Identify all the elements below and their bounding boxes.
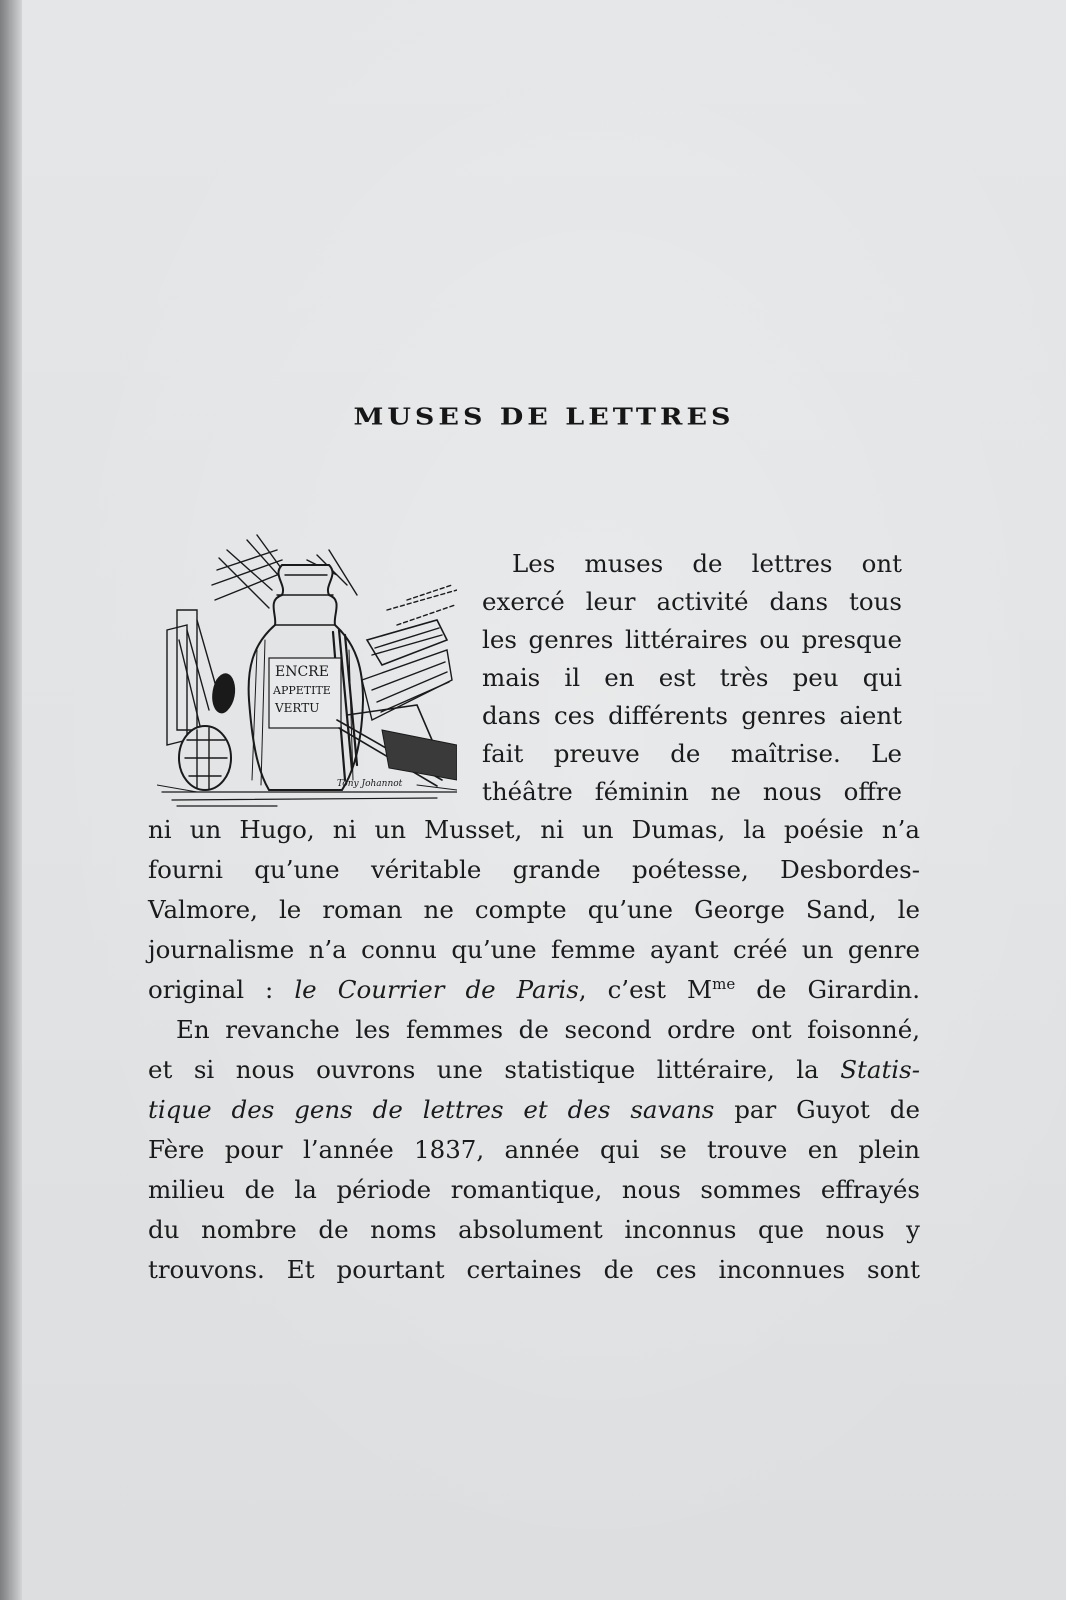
text-line-with-italic: [148, 971, 920, 1009]
text-line: fait preuve de maîtrise. Le: [482, 739, 902, 768]
vignette-label-line: ENCRE: [275, 664, 329, 680]
text-line: exercé leur activité dans tous: [482, 587, 902, 616]
chapter-heading: MUSES DE LETTRES: [353, 404, 735, 431]
text-span: , c’est M: [578, 975, 713, 1004]
text-line: journalisme n’a connu qu’une femme ayant créé un genre: [148, 935, 920, 964]
vignette-label-line: APPETITE: [273, 684, 331, 697]
text-line: En revanche les femmes de second ordre ont foisonné,: [176, 1015, 920, 1044]
inkwell-vignette: [157, 530, 457, 820]
text-line: mais il en est très peu qui: [482, 663, 902, 692]
text-line: ni un Hugo, ni un Musset, ni un Dumas, la poésie n’a: [148, 815, 920, 844]
text-line: milieu de la période romantique, nous sommes effrayés: [148, 1175, 920, 1204]
text-line: dans ces différents genres aient: [482, 701, 902, 730]
text-line: Les muses de lettres ont: [512, 549, 902, 578]
text-span: original :: [148, 975, 295, 1004]
text-line: du nombre de noms absolument inconnus que nous y: [148, 1215, 920, 1244]
book-spine-shadow: [0, 0, 22, 1600]
text-span: et si nous ouvrons une statistique littéraire, la: [148, 1055, 841, 1084]
text-span: de Girardin.: [735, 975, 920, 1004]
italic-title: Statis-: [840, 1055, 920, 1084]
text-line: théâtre féminin ne nous offre: [482, 777, 902, 806]
italic-title: tique des gens de lettres et des savans: [148, 1095, 715, 1124]
vignette-label-line: VERTU: [275, 701, 320, 715]
text-line: les genres littéraires ou presque: [482, 625, 902, 654]
page: [22, 0, 1066, 1600]
text-line: Valmore, le roman ne compte qu’une George Sand, le: [148, 895, 920, 924]
artist-signature: Tony Johannot: [337, 779, 403, 789]
text-line: trouvons. Et pourtant certaines de ces inconnues sont: [148, 1255, 920, 1284]
italic-title: le Courrier de Paris: [294, 975, 579, 1004]
text-line-with-italic: [148, 1091, 920, 1129]
text-span: par Guyot de: [714, 1095, 920, 1124]
text-line-with-italic: [148, 1051, 920, 1089]
text-line: fourni qu’une véritable grande poétesse, Desbordes-: [148, 855, 920, 884]
superscript: me: [712, 975, 736, 993]
text-line: Fère pour l’année 1837, année qui se trouve en plein: [148, 1135, 920, 1164]
